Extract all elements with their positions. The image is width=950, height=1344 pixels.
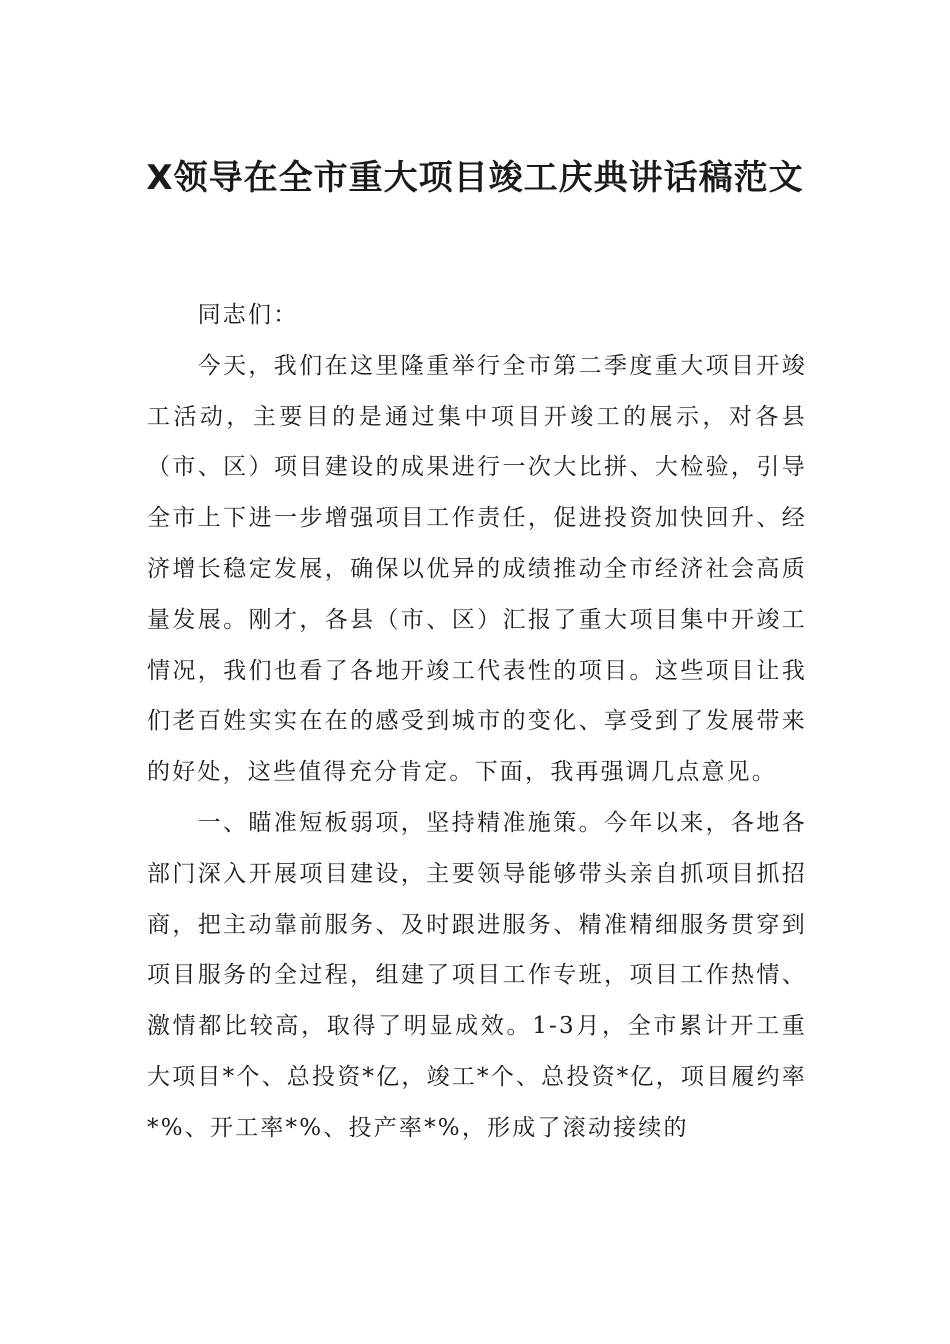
paragraph-point-one: 一、瞄准短板弱项，坚持精准施策。今年以来，各地各部门深入开展项目建设，主要领导能够带头亲自抓项目抓招商，把主动靠前服务、及时跟进服务、精准精细服务贯穿到项目服务的全过程，组建了项目工作专班，项目工作热情、激情都比较高，取得了明显成效。1-3月，全市累计开工重大项目*个、总投资*亿，竣工*个、总投资*亿，项目履约率*%、开工率*%、投产率*%，形成了滚动接续的 bbox=[147, 809, 807, 1141]
document-title: X领导在全市重大项目竣工庆典讲话稿范文 bbox=[146, 158, 804, 198]
document-body bbox=[147, 290, 807, 1154]
paragraph-opening: 今天，我们在这里隆重举行全市第二季度重大项目开竣工活动，主要目的是通过集中项目开竣工的展示，对各县（市、区）项目建设的成果进行一次大比拼、大检验，引导全市上下进一步增强项目工作责任，促进投资加快回升、经济增长稳定发展，确保以优异的成绩推动全市经济社会高质量发展。刚才，各县（市、区）汇报了重大项目集中开竣工情况，我们也看了各地开竣工代表性的项目。这些项目让我们老百姓实实在在的感受到城市的变化、享受到了发展带来的好处，这些值得充分肯定。下面，我再强调几点意见。 bbox=[147, 352, 807, 786]
salutation: 同志们： bbox=[197, 302, 299, 328]
